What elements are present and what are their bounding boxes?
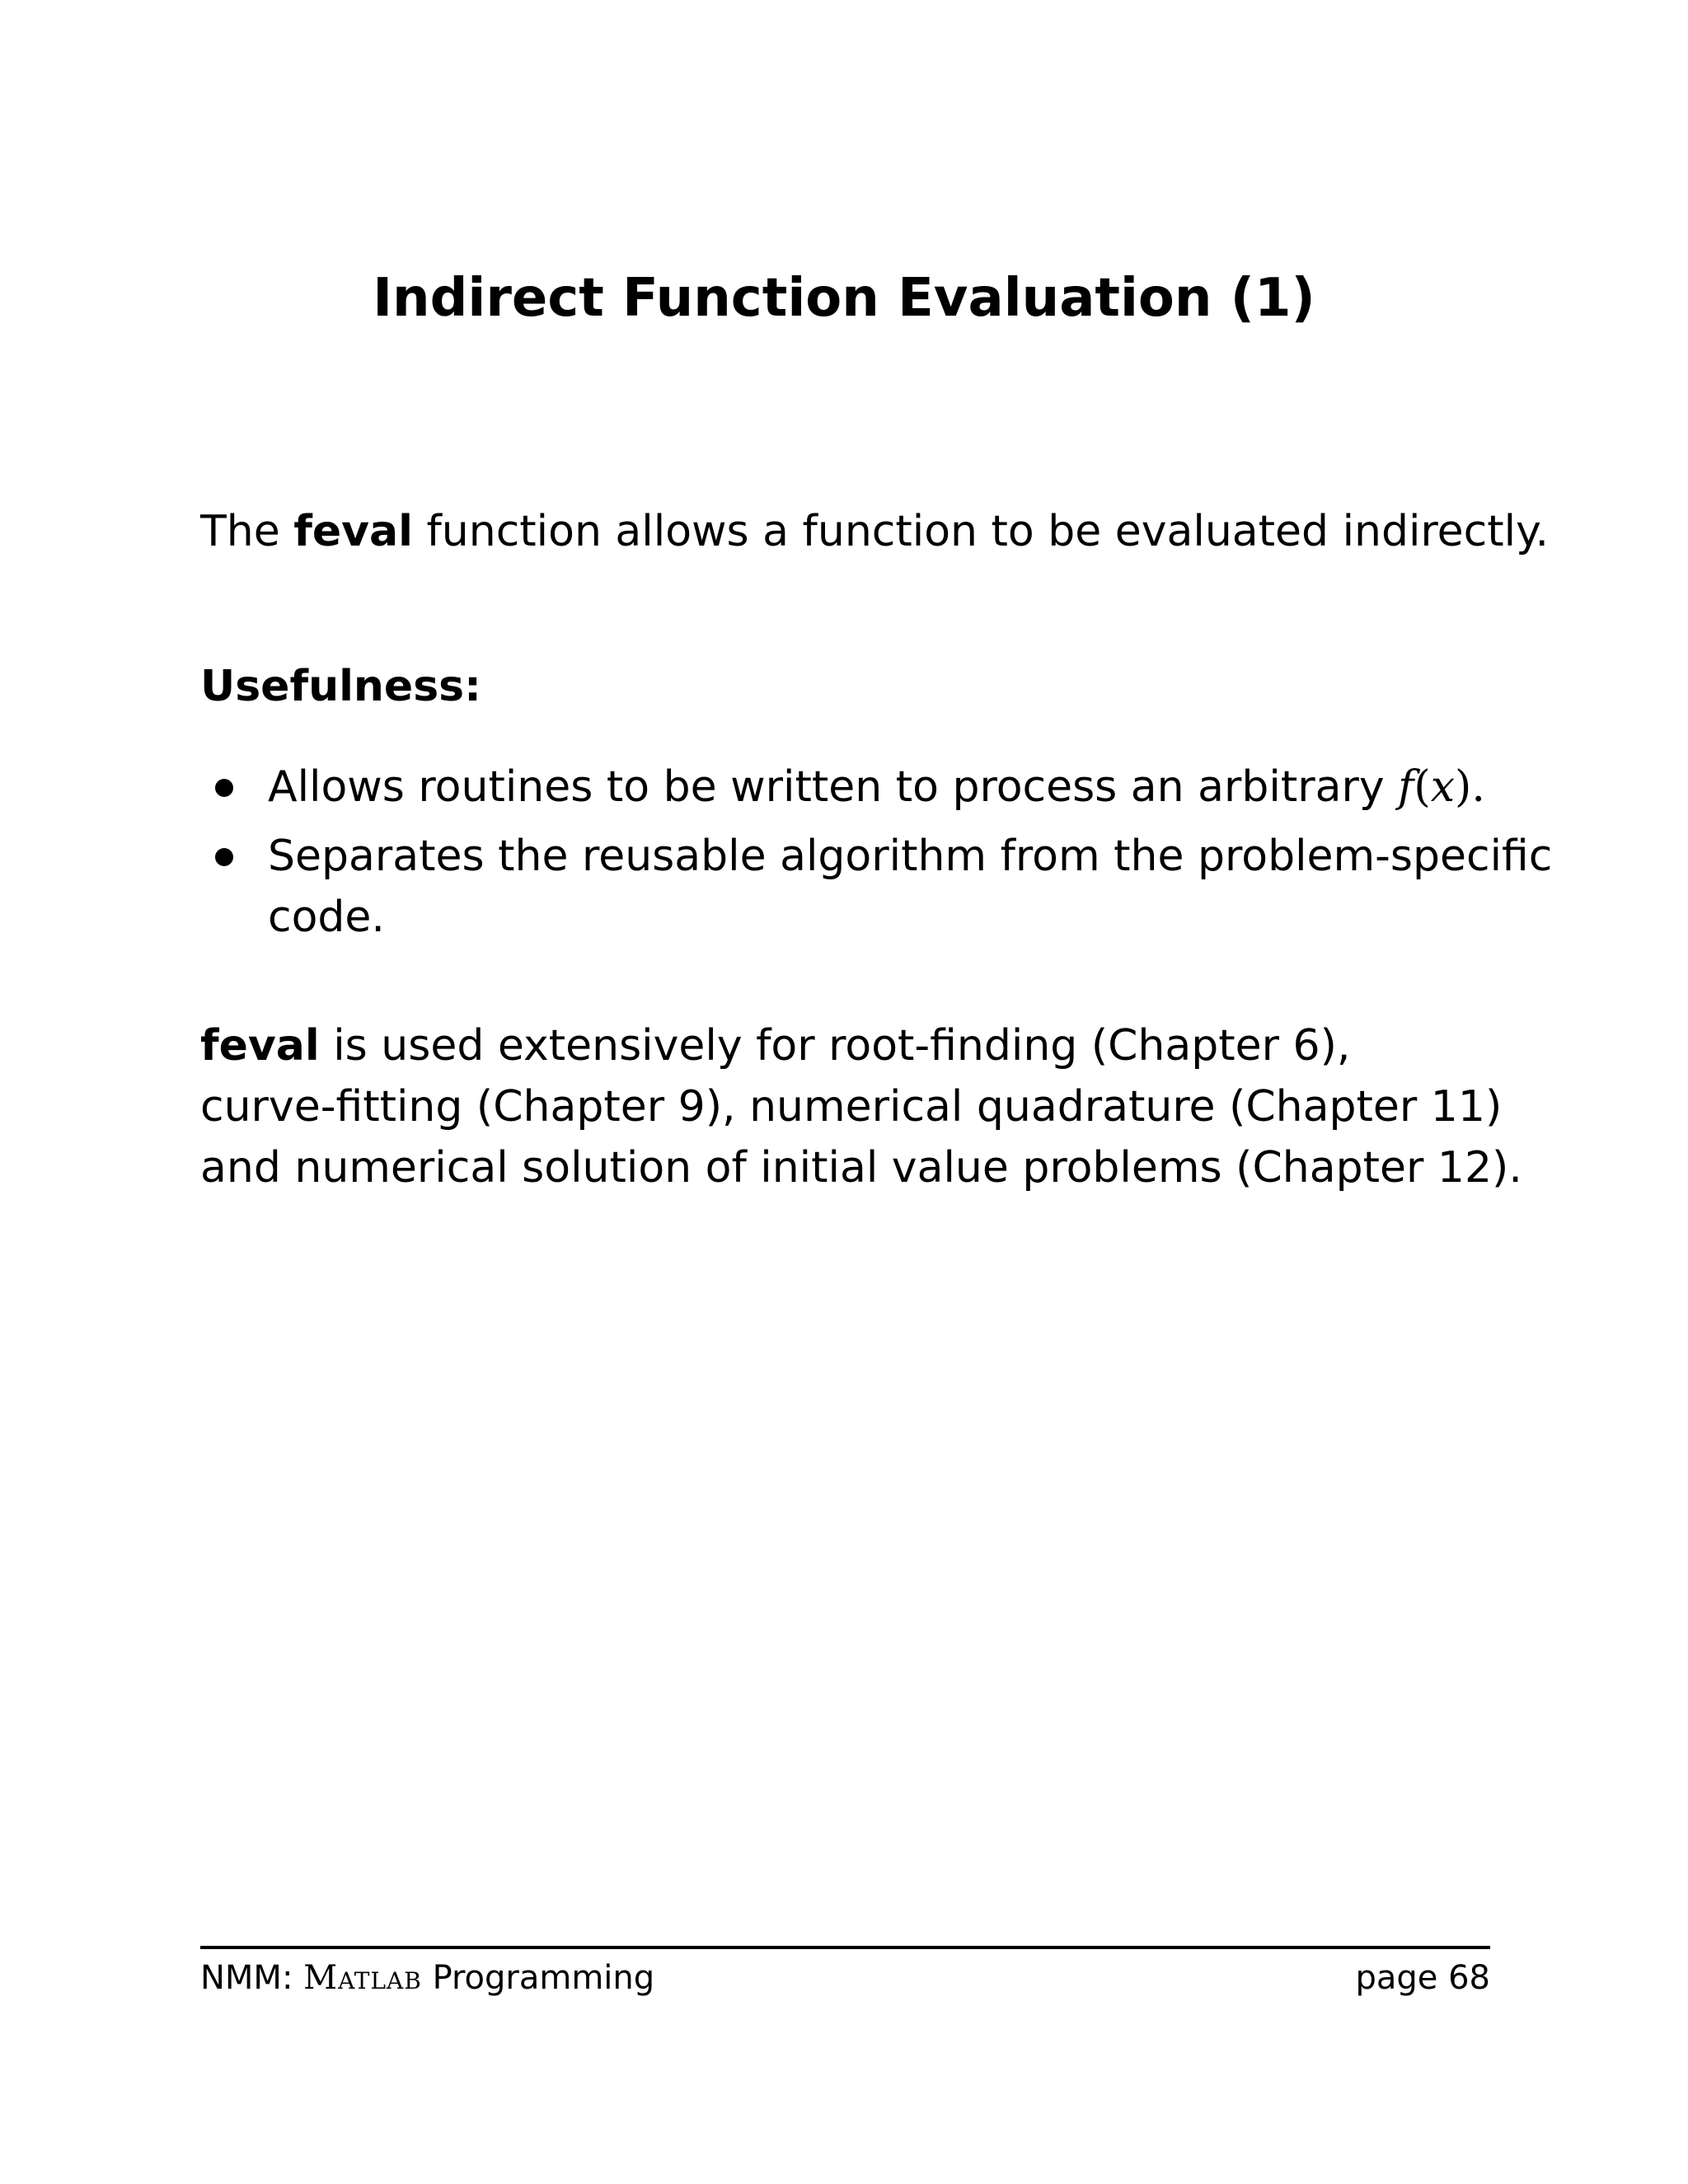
math-open-paren: ( [1414,762,1431,812]
math-close-paren: ). [1455,762,1485,812]
closing-paragraph [200,1015,1522,1198]
math-expression [1398,762,1485,812]
bullet-text: Allows routines to be written to process an arbitrary [268,762,1399,812]
intro-post: function allows a function to be evaluated indirectly. [412,507,1549,556]
bullet-text: Separates the reusable algorithm from the problem-specific [268,832,1553,881]
closing-line-2: curve-fitting (Chapter 9), numerical quadrature (Chapter 11) [200,1082,1503,1132]
bullet-text-continued: code. [268,893,385,942]
usefulness-list [200,757,1552,956]
bullet-icon [215,779,233,797]
page-number: page 68 [1355,1959,1490,1997]
list-item [200,757,1552,818]
intro-paragraph [200,501,1549,562]
feval-keyword: feval [293,507,413,556]
math-function-name: f [1398,762,1414,812]
footer-prefix: NMM: [200,1959,304,1997]
intro-pre: The [200,507,294,556]
closing-line-3: and numerical solution of initial value problems (Chapter 12). [200,1143,1522,1193]
footer-course-title [200,1954,654,2002]
footer-suffix: Programming [421,1959,655,1997]
math-variable: x [1430,762,1456,812]
footer-matlab: Matlab [303,1959,422,1997]
bullet-icon [215,848,233,866]
list-item [200,826,1552,948]
closing-line-1: is used extensively for root-finding (Chapter 6), [319,1021,1351,1071]
feval-keyword: feval [200,1021,320,1071]
slide-title: Indirect Function Evaluation (1) [373,268,1315,329]
footer-divider [200,1946,1490,1949]
usefulness-heading: Usefulness: [200,662,481,711]
